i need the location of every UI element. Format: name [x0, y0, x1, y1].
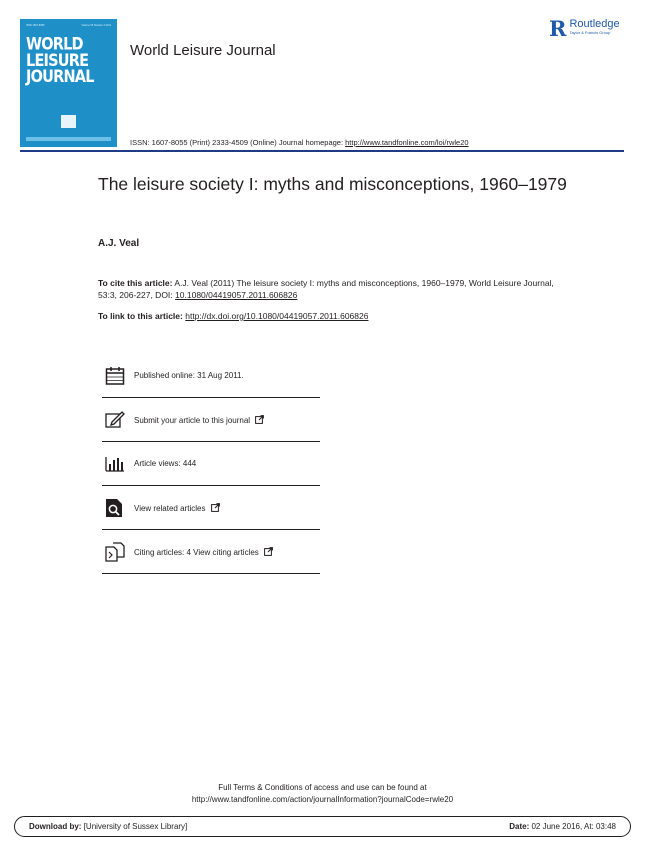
cite-doi-link[interactable]: 10.1080/04419057.2011.606826: [175, 290, 298, 300]
edit-icon: [102, 411, 134, 429]
calendar-icon: [102, 366, 134, 386]
cover-volume: Volume 53 Number 3 2011: [81, 24, 111, 27]
submit-article-link[interactable]: Submit your article to this journal: [134, 415, 264, 425]
download-info-bar: [14, 816, 631, 837]
views-row: [102, 442, 320, 486]
published-row: [102, 354, 320, 398]
citing-row[interactable]: [102, 530, 320, 574]
cover-issn: ISSN 1607-8055: [26, 24, 45, 27]
published-date: Published online: 31 Aug 2011.: [134, 371, 244, 380]
article-author: A.J. Veal: [98, 238, 140, 249]
cite-label: To cite this article:: [98, 278, 173, 288]
routledge-logo: [549, 18, 620, 39]
routledge-r-icon: R: [549, 16, 567, 41]
article-link: [98, 311, 568, 321]
citing-documents-icon: [102, 542, 134, 562]
search-document-icon: [102, 498, 134, 518]
article-info-list: [102, 354, 320, 574]
citation: [98, 277, 568, 301]
download-date: Date: 02 June 2016, At: 03:48: [509, 822, 616, 831]
terms-text: Full Terms & Conditions of access and use can be found at: [218, 783, 427, 792]
article-title: The leisure society I: myths and misconceptions, 1960–1979: [98, 174, 567, 194]
journal-cover-image: [20, 19, 117, 147]
cover-book-graphic: [61, 115, 76, 128]
cover-publisher-strip: [26, 137, 111, 141]
downloaded-by: Download by: [University of Sussex Library]: [29, 822, 188, 831]
bar-chart-icon: [102, 456, 134, 472]
publisher-name: Routledge: [569, 18, 620, 30]
terms-url-link[interactable]: http://www.tandfonline.com/action/journalInformation?journalCode=rwle20: [191, 795, 454, 804]
article-views: Article views: 444: [134, 459, 197, 468]
cover-title: WORLD LEISURE JOURNAL: [26, 35, 94, 87]
header-divider: [20, 150, 624, 152]
external-link-icon: [264, 547, 273, 556]
doi-url-link[interactable]: http://dx.doi.org/10.1080/04419057.2011.606826: [185, 311, 369, 321]
journal-name: World Leisure Journal: [130, 42, 276, 59]
related-row[interactable]: [102, 486, 320, 530]
external-link-icon: [255, 415, 264, 424]
publisher-tagline: Taylor & Francis Group: [569, 30, 611, 35]
link-label: To link to this article:: [98, 311, 183, 321]
citing-articles-link[interactable]: Citing articles: 4 View citing articles: [134, 547, 273, 557]
external-link-icon: [211, 503, 220, 512]
issn-line: ISSN: 1607-8055 (Print) 2333-4509 (Online) Journal homepage: http://www.tandfonline.com/loi/rwle20: [130, 138, 469, 147]
related-articles-link[interactable]: View related articles: [134, 503, 220, 513]
journal-homepage-link[interactable]: http://www.tandfonline.com/loi/rwle20: [345, 138, 469, 147]
submit-row[interactable]: [102, 398, 320, 442]
cite-text: A.J. Veal (2011) The leisure society I: myths and misconceptions, 1960–1979, World Leisure Journal, 53:3, 206-227, DOI:: [98, 278, 554, 300]
terms-notice: [0, 782, 645, 806]
